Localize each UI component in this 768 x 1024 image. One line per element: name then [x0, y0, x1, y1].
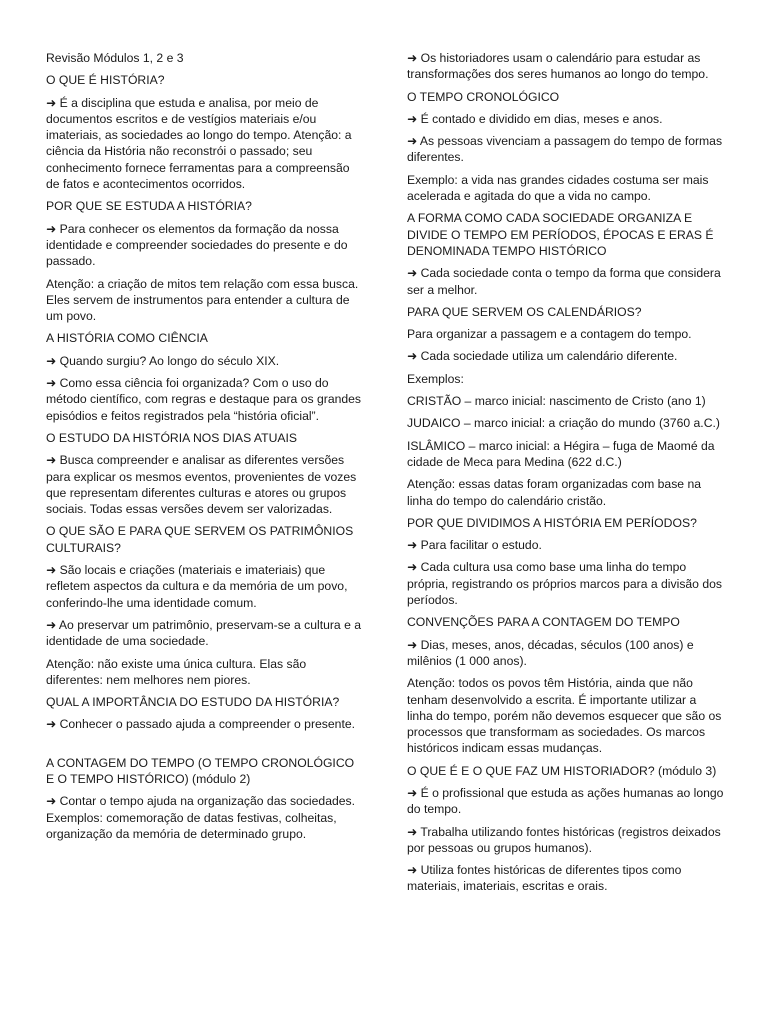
paragraph: ➜ É o profissional que estuda as ações humanas ao longo do tempo.: [407, 785, 724, 817]
paragraph: ➜ As pessoas vivenciam a passagem do tempo de formas diferentes.: [407, 134, 723, 165]
paragraph: Exemplos:: [407, 371, 464, 386]
section-heading: A FORMA COMO CADA SOCIEDADE ORGANIZA E DIVIDE O TEMPO EM PERÍODOS, ÉPOCAS E ERAS É DENOMINADA TEMPO HISTÓRICO: [407, 211, 714, 258]
section-heading: O QUE É E O QUE FAZ UM HISTORIADOR? (módulo 3): [407, 763, 717, 778]
paragraph: ➜ Ao preservar um patrimônio, preservam-se a cultura e a identidade de uma sociedade.: [46, 617, 362, 649]
paragraph: ➜ Cada sociedade conta o tempo da forma que considera ser a melhor.: [407, 266, 721, 297]
paragraph: Exemplo: a vida nas grandes cidades costuma ser mais acelerada e agitada do que a vida no campo.: [407, 172, 709, 204]
paragraph: ➜ Trabalha utilizando fontes históricas (registros deixados por pessoas ou grupos humanos).: [407, 824, 721, 855]
paragraph: ➜ Para facilitar o estudo.: [407, 538, 542, 553]
section-heading: A HISTÓRIA COMO CIÊNCIA: [46, 331, 208, 346]
document-title: Revisão Módulos 1, 2 e 3: [46, 51, 184, 65]
paragraph: ➜ Dias, meses, anos, décadas, séculos (100 anos) e milênios (1 000 anos).: [407, 637, 694, 668]
paragraph: ➜ Cada cultura usa como base uma linha do tempo própria, registrando os próprios marcos para a divisão dos períodos.: [407, 560, 723, 608]
paragraph: ➜ É contado e dividido em dias, meses e anos.: [407, 111, 663, 126]
paragraph: Atenção: não existe uma única cultura. Elas são diferentes: nem melhores nem piores.: [46, 656, 307, 687]
section-heading: PARA QUE SERVEM OS CALENDÁRIOS?: [407, 304, 642, 319]
paragraph: CRISTÃO – marco inicial: nascimento de Cristo (ano 1): [407, 394, 706, 409]
section-heading: O TEMPO CRONOLÓGICO: [407, 89, 560, 104]
section-heading: POR QUE DIVIDIMOS A HISTÓRIA EM PERÍODOS?: [407, 515, 697, 530]
paragraph: Atenção: todos os povos têm História, ainda que não tenham desenvolvido a escrita. É importante utilizar a linha do tempo, porém não devemos esquecer que são os processos que transformam as sociedades. Os marcos históricos indicam essas mudanças.: [407, 676, 722, 756]
paragraph: ➜ Cada sociedade utiliza um calendário diferente.: [407, 349, 678, 364]
paragraph: JUDAICO – marco inicial: a criação do mundo (3760 a.C.): [407, 416, 720, 431]
paragraph: Atenção: essas datas foram organizadas com base na linha do tempo do calendário cristão.: [407, 477, 702, 508]
paragraph: ➜ Os historiadores usam o calendário para estudar as transformações dos seres humanos ao longo do tempo.: [407, 51, 709, 82]
paragraph: ➜ É a disciplina que estuda e analisa, por meio de documentos escritos e de vestígios materiais e/ou imateriais, as sociedades ao longo do tempo. Atenção: a ciência da História não reconstrói o passado; seu conhecimento fornece ferramentas para a compreensão de fatos e acontecimentos ocorridos.: [46, 95, 352, 192]
section-heading: CONVENÇÕES PARA A CONTAGEM DO TEMPO: [407, 615, 680, 630]
paragraph: ➜ Contar o tempo ajuda na organização das sociedades. Exemplos: comemoração de datas festivas, colheitas, organização da memória de determinado grupo.: [46, 794, 356, 841]
paragraph: ➜ Quando surgiu? Ao longo do século XIX.: [46, 353, 280, 368]
section-heading: QUAL A IMPORTÂNCIA DO ESTUDO DA HISTÓRIA?: [46, 695, 340, 710]
section-heading: POR QUE SE ESTUDA A HISTÓRIA?: [46, 199, 252, 214]
paragraph: Atenção: a criação de mitos tem relação com essa busca. Eles servem de instrumentos para entender a cultura de um povo.: [46, 276, 359, 324]
paragraph: ➜ Utiliza fontes históricas de diferentes tipos como materiais, imateriais, escritas e orais.: [407, 863, 682, 894]
section-heading: A CONTAGEM DO TEMPO (O TEMPO CRONOLÓGICO E O TEMPO HISTÓRICO) (módulo 2): [46, 755, 355, 786]
paragraph: ISLÂMICO – marco inicial: a Hégira – fuga de Maomé da cidade de Meca para Medina (622 d.C.): [407, 438, 715, 469]
section-heading: O ESTUDO DA HISTÓRIA NOS DIAS ATUAIS: [46, 430, 298, 445]
paragraph: ➜ Para conhecer os elementos da formação da nossa identidade e compreender sociedades do presente e do passado.: [46, 221, 348, 269]
section-heading: O QUE SÃO E PARA QUE SERVEM OS PATRIMÔNIOS CULTURAIS?: [46, 524, 354, 555]
paragraph: ➜ Como essa ciência foi organizada? Com o uso do método científico, com regras e destaque para os grandes episódios e feitos registrados pela “história oficial”.: [46, 376, 362, 423]
paragraph: ➜ Conhecer o passado ajuda a compreender o presente.: [46, 717, 356, 732]
paragraph: ➜ São locais e criações (materiais e imateriais) que refletem aspectos da cultura e da memória de um povo, conferindo-lhe uma identidade comum.: [46, 563, 348, 610]
paragraph: Para organizar a passagem e a contagem do tempo.: [407, 327, 692, 342]
left-column: [46, 50, 364, 848]
right-column: [407, 50, 725, 901]
paragraph: ➜ Busca compreender e analisar as diferentes versões para explicar os mesmos eventos, provenientes de vozes que representam diferentes culturas e atores ou grupos sociais. Todas essas versões devem ser valorizadas.: [46, 453, 357, 517]
section-heading: O QUE É HISTÓRIA?: [46, 73, 165, 88]
